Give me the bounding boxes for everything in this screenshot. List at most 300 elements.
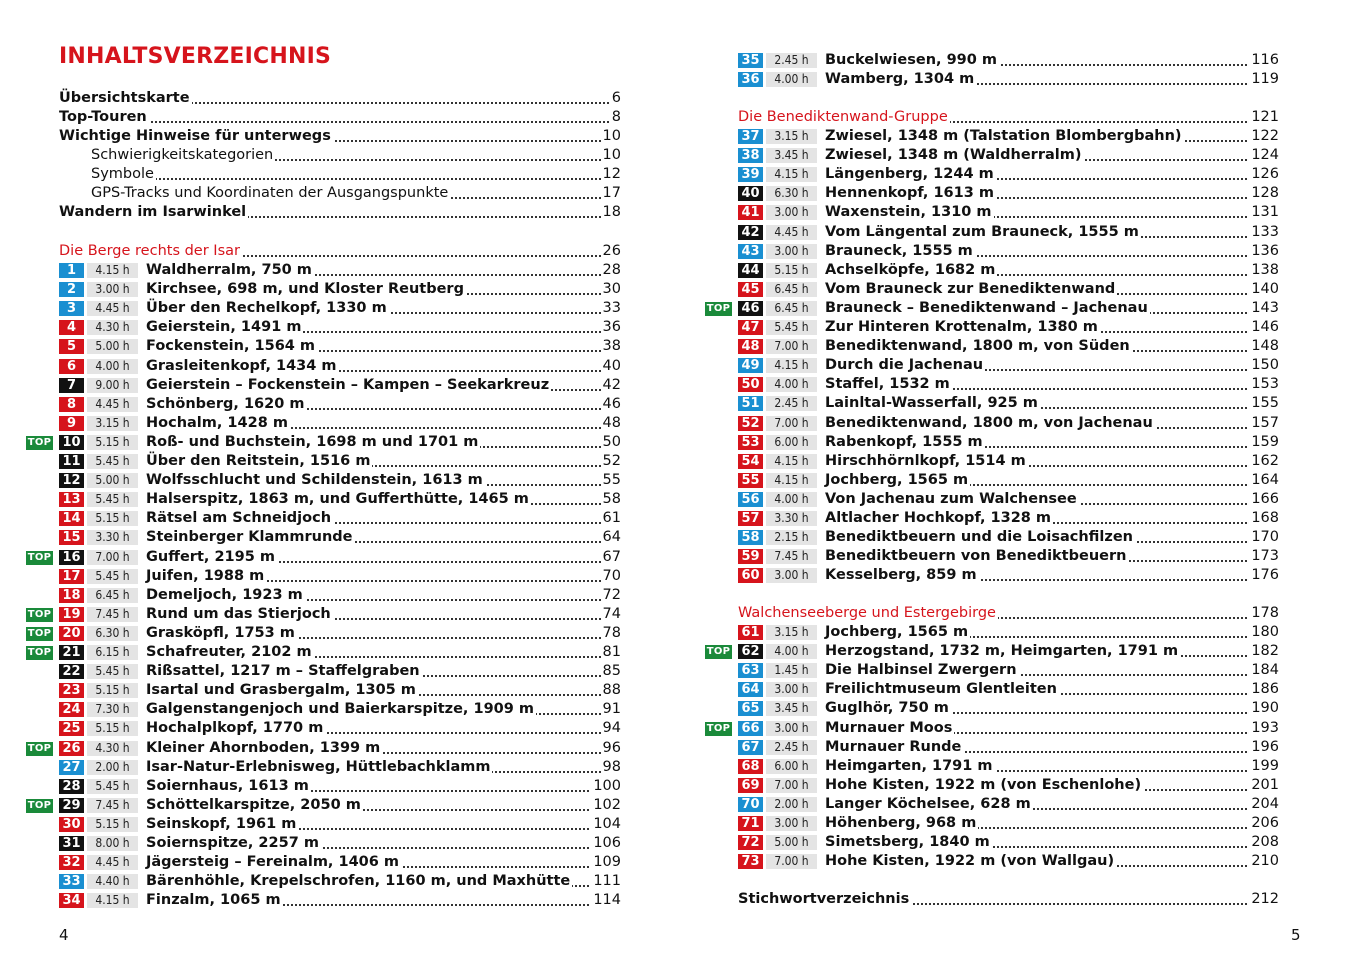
tour-line (825, 642, 1279, 661)
tour-name: Schafreuter, 2102 m (146, 644, 312, 660)
tour-entry[interactable] (738, 165, 1279, 184)
entry-label: Wandern im Isarwinkel (59, 204, 247, 220)
tour-entry[interactable] (738, 528, 1279, 547)
tour-page-number: 96 (602, 739, 621, 756)
tour-page-number: 170 (1251, 529, 1279, 546)
tour-name: Grasköpfl, 1753 m (146, 624, 295, 641)
tour-name: Wolfsschlucht und Schildenstein, 1613 m (146, 472, 483, 489)
tour-entry[interactable] (59, 662, 621, 681)
tour-entry[interactable] (59, 395, 621, 414)
tour-name: Fockenstein, 1564 m (146, 338, 316, 355)
tour-name: Grasleitenkopf, 1434 m (146, 357, 337, 374)
tour-name: Höhenberg, 968 m (825, 815, 977, 831)
tour-name: Buckelwiesen, 990 m (825, 52, 997, 68)
entry-page-number: 18 (602, 204, 621, 220)
tour-entry[interactable] (738, 318, 1279, 337)
tour-entry[interactable] (59, 853, 621, 872)
tour-line (146, 318, 621, 337)
tour-page-number: 81 (602, 644, 621, 660)
tour-line (146, 567, 621, 586)
tour-name: Soiernhaus, 1613 m (146, 777, 309, 794)
tour-page-number: 190 (1251, 700, 1279, 717)
tour-name: Jochberg, 1565 m (825, 624, 969, 640)
tour-name: Hennenkopf, 1613 m (825, 185, 994, 202)
tour-entry[interactable] (738, 490, 1279, 509)
tour-number-badge: 4 (59, 320, 84, 335)
tour-name: Hirschhörnlkopf, 1514 m (825, 452, 1026, 469)
tour-duration: 2.00 h (766, 797, 817, 812)
tour-name: Hochalplkopf, 1770 m (146, 720, 324, 737)
tour-duration: 4.15 h (87, 263, 138, 278)
tour-entry[interactable] (27, 796, 621, 815)
tour-entry[interactable] (738, 51, 1279, 70)
tour-entry[interactable] (738, 242, 1279, 261)
tour-line (146, 777, 621, 796)
top-tour-badge: TOP (706, 722, 731, 734)
tour-number-badge: 68 (738, 759, 763, 774)
tour-entry[interactable] (59, 318, 621, 337)
tour-duration: 2.15 h (766, 530, 817, 545)
tour-entry[interactable] (59, 777, 621, 796)
tour-page-number: 199 (1251, 757, 1279, 774)
tour-line (825, 471, 1279, 490)
tour-entry[interactable] (59, 834, 621, 853)
tour-page-number: 124 (1251, 147, 1279, 164)
tour-line (146, 719, 621, 738)
tour-duration: 5.00 h (766, 835, 817, 850)
tour-name: Lainltal-Wasserfall, 925 m (825, 395, 1038, 412)
tour-line (825, 680, 1279, 699)
section-entry[interactable] (59, 242, 621, 261)
tour-page-number: 38 (602, 338, 621, 355)
section-entry[interactable] (738, 604, 1279, 623)
tour-entry[interactable] (738, 623, 1279, 642)
tour-entry[interactable] (59, 509, 621, 528)
tour-number-badge: 32 (59, 855, 84, 870)
tour-duration: 3.00 h (87, 282, 138, 297)
entry-label: Schwierigkeitskategorien (91, 147, 274, 163)
top-tour-badge: TOP (27, 799, 52, 811)
tour-number-badge: 9 (59, 416, 84, 431)
tour-number-badge: 2 (59, 282, 84, 297)
tour-name: Langer Köchelsee, 628 m (825, 795, 1031, 812)
tour-entry[interactable] (59, 872, 621, 891)
tour-number-badge: 7 (59, 378, 84, 393)
tour-name: Schönberg, 1620 m (146, 395, 305, 412)
tour-name: Finzalm, 1065 m (146, 892, 281, 909)
tour-line (146, 452, 621, 471)
tour-number-badge: 38 (738, 148, 763, 163)
tour-entry[interactable] (738, 680, 1279, 699)
entry-label: GPS-Tracks und Koordinaten der Ausgangspunkte (91, 185, 449, 201)
tour-name: Zwiesel, 1348 m (Talstation Blombergbahn) (825, 128, 1182, 144)
tour-entry[interactable] (59, 758, 621, 777)
tour-duration: 4.30 h (87, 741, 138, 756)
tour-entry[interactable] (27, 739, 621, 758)
tour-entry[interactable] (738, 433, 1279, 452)
top-tour-badge: TOP (27, 627, 52, 639)
tour-number-badge: 39 (738, 167, 763, 182)
entry-label: Übersichtskarte (59, 90, 190, 106)
tour-line (825, 280, 1279, 299)
entry-label: Top-Touren (59, 109, 147, 125)
tour-number-badge: 28 (59, 779, 84, 794)
tour-page-number: 128 (1251, 185, 1279, 202)
entry-page-number: 26 (602, 243, 621, 259)
tour-name: Längenberg, 1244 m (825, 166, 994, 183)
toc-entry[interactable] (59, 108, 621, 127)
tour-line (146, 433, 621, 452)
tour-entry[interactable] (738, 852, 1279, 871)
tour-number-badge: 72 (738, 835, 763, 850)
tour-duration: 5.45 h (87, 569, 138, 584)
tour-entry[interactable] (706, 299, 1279, 318)
entry-page-number: 10 (602, 128, 621, 144)
tour-entry[interactable] (738, 833, 1279, 852)
tour-duration: 4.00 h (766, 492, 817, 507)
tour-number-badge: 27 (59, 760, 84, 775)
tour-page-number: 30 (602, 281, 621, 298)
tour-line (146, 643, 621, 662)
tour-name: Kleiner Ahornboden, 1399 m (146, 739, 381, 756)
tour-page-number: 119 (1251, 71, 1279, 88)
tour-duration: 4.45 h (87, 397, 138, 412)
tour-entry[interactable] (738, 261, 1279, 280)
tour-page-number: 88 (602, 682, 621, 699)
tour-name: Kesselberg, 859 m (825, 567, 977, 584)
tour-name: Vom Brauneck zur Benediktenwand (825, 280, 1116, 297)
tour-entry[interactable] (738, 146, 1279, 165)
tour-entry[interactable] (27, 624, 621, 643)
toc-entry[interactable] (91, 184, 621, 203)
tour-entry[interactable] (738, 776, 1279, 795)
tour-entry[interactable] (738, 414, 1279, 433)
tour-entry[interactable] (59, 490, 621, 509)
tour-name: Jochberg, 1565 m (825, 471, 969, 488)
tour-duration: 4.00 h (766, 72, 817, 87)
tour-duration: 5.15 h (87, 721, 138, 736)
tour-entry[interactable] (706, 642, 1279, 661)
tour-number-badge: 17 (59, 569, 84, 584)
tour-entry[interactable] (27, 433, 621, 452)
tour-line (146, 548, 621, 567)
tour-duration: 3.15 h (87, 416, 138, 431)
tour-page-number: 64 (602, 529, 621, 546)
tour-duration: 6.30 h (766, 186, 817, 201)
tour-number-badge: 54 (738, 454, 763, 469)
tour-duration: 5.45 h (87, 664, 138, 679)
tour-page-number: 166 (1251, 490, 1279, 507)
tour-name: Guglhör, 750 m (825, 700, 949, 717)
tour-page-number: 61 (602, 510, 621, 527)
tour-name: Hohe Kisten, 1922 m (von Wallgau) (825, 853, 1115, 870)
tour-name: Brauneck – Benediktenwand – Jachenau (825, 299, 1148, 316)
tour-number-badge: 58 (738, 530, 763, 545)
tour-entry[interactable] (738, 375, 1279, 394)
toc-entry[interactable] (59, 127, 621, 146)
tour-number-badge: 37 (738, 129, 763, 144)
tour-duration: 6.45 h (87, 588, 138, 603)
tour-entry[interactable] (738, 509, 1279, 528)
tour-number-badge: 45 (738, 282, 763, 297)
tour-line (825, 566, 1279, 585)
tour-name: Vom Längental zum Brauneck, 1555 m (825, 223, 1139, 240)
tour-entry[interactable] (27, 548, 621, 567)
tour-name: Staffel, 1532 m (825, 376, 950, 393)
tour-entry[interactable] (738, 203, 1279, 222)
tour-number-badge: 30 (59, 817, 84, 832)
top-tour-badge: TOP (27, 436, 52, 448)
tour-duration: 3.30 h (87, 530, 138, 545)
entry-label: Die Berge rechts der Isar (59, 243, 240, 259)
tour-number-badge: 34 (59, 893, 84, 908)
tour-line (146, 681, 621, 700)
tour-number-badge: 6 (59, 359, 84, 374)
right-page (680, 0, 1359, 969)
tour-page-number: 159 (1251, 433, 1279, 450)
tour-entry[interactable] (738, 452, 1279, 471)
tour-entry[interactable] (59, 261, 621, 280)
tour-duration: 7.45 h (87, 798, 138, 813)
tour-duration: 4.45 h (87, 301, 138, 316)
tour-number-badge: 71 (738, 816, 763, 831)
tour-number-badge: 48 (738, 339, 763, 354)
tour-name: Brauneck, 1555 m (825, 242, 973, 259)
tour-name: Geierstein, 1491 m (146, 319, 302, 336)
tour-number-badge: 67 (738, 740, 763, 755)
tour-page-number: 168 (1251, 510, 1279, 526)
tour-entry[interactable] (27, 643, 621, 662)
tour-entry[interactable] (738, 337, 1279, 356)
tour-duration: 7.00 h (766, 778, 817, 793)
tour-entry[interactable] (738, 127, 1279, 146)
tour-line (146, 605, 621, 624)
tour-page-number: 55 (602, 472, 621, 489)
tour-page-number: 104 (593, 815, 621, 832)
tour-number-badge: 63 (738, 663, 763, 678)
tour-line (146, 490, 621, 509)
tour-page-number: 52 (602, 453, 621, 469)
tour-entry[interactable] (738, 738, 1279, 757)
tour-line (146, 834, 621, 853)
tour-entry[interactable] (738, 223, 1279, 242)
tour-name: Benediktenwand, 1800 m, von Jachenau (825, 414, 1153, 431)
tour-number-badge: 22 (59, 664, 84, 679)
tour-name: Halserspitz, 1863 m, und Gufferthütte, 1465 m (146, 491, 529, 508)
tour-entry[interactable] (738, 70, 1279, 89)
index-entry-row[interactable] (738, 890, 1279, 909)
tour-name: Seinskopf, 1961 m (146, 815, 297, 832)
tour-line (825, 814, 1279, 833)
tour-duration: 6.00 h (766, 759, 817, 774)
tour-page-number: 136 (1251, 242, 1279, 259)
tour-page-number: 78 (602, 624, 621, 641)
tour-duration: 5.15 h (766, 263, 817, 278)
tour-number-badge: 21 (59, 645, 84, 660)
tour-name: Durch die Jachenau (825, 357, 984, 374)
tour-duration: 5.45 h (87, 454, 138, 469)
tour-entry[interactable] (738, 280, 1279, 299)
tour-line (146, 376, 621, 395)
tour-line (825, 146, 1279, 165)
tour-line (146, 872, 621, 891)
tour-line (825, 337, 1279, 356)
tour-duration: 6.45 h (766, 282, 817, 297)
tour-entry[interactable] (59, 700, 621, 719)
tour-line (146, 624, 621, 643)
tour-entry[interactable] (59, 452, 621, 471)
tour-name: Kirchsee, 698 m, und Kloster Reutberg (146, 281, 464, 298)
tour-page-number: 173 (1251, 548, 1279, 565)
section-entry[interactable] (738, 108, 1279, 127)
tour-entry[interactable] (59, 471, 621, 490)
tour-entry[interactable] (738, 356, 1279, 375)
tour-duration: 4.15 h (766, 167, 817, 182)
tour-entry[interactable] (738, 795, 1279, 814)
tour-number-badge: 53 (738, 435, 763, 450)
tour-entry[interactable] (59, 337, 621, 356)
tour-number-badge: 35 (738, 53, 763, 68)
tour-entry[interactable] (59, 299, 621, 318)
tour-line (146, 758, 621, 777)
tour-entry[interactable] (59, 815, 621, 834)
tour-number-badge: 25 (59, 721, 84, 736)
tour-duration: 7.45 h (87, 607, 138, 622)
tour-duration: 4.40 h (87, 874, 138, 889)
tour-name: Murnauer Moos (825, 719, 953, 736)
entry-page-number: 17 (602, 185, 621, 201)
tour-line (825, 318, 1279, 337)
tour-line (825, 433, 1279, 452)
tour-duration: 4.15 h (766, 454, 817, 469)
tour-duration: 5.15 h (87, 817, 138, 832)
tour-entry[interactable] (59, 414, 621, 433)
tour-duration: 7.00 h (87, 550, 138, 565)
tour-number-badge: 64 (738, 682, 763, 697)
tour-duration: 3.45 h (766, 701, 817, 716)
tour-page-number: 122 (1251, 128, 1279, 144)
tour-name: Rabenkopf, 1555 m (825, 433, 983, 450)
tour-line (825, 203, 1279, 222)
tour-page-number: 40 (602, 357, 621, 374)
tour-number-badge: 65 (738, 701, 763, 716)
tour-line (825, 490, 1279, 509)
tour-line (825, 776, 1279, 795)
tour-page-number: 208 (1251, 834, 1279, 851)
tour-entry[interactable] (738, 661, 1279, 680)
tour-number-badge: 40 (738, 186, 763, 201)
tour-duration: 4.15 h (766, 473, 817, 488)
tour-entry[interactable] (738, 547, 1279, 566)
toc-entry[interactable] (59, 89, 621, 108)
tour-page-number: 100 (593, 777, 621, 794)
tour-duration: 4.45 h (87, 855, 138, 870)
tour-page-number: 155 (1251, 395, 1279, 412)
tour-duration: 3.00 h (766, 721, 817, 736)
tour-entry[interactable] (738, 471, 1279, 490)
tour-entry[interactable] (59, 719, 621, 738)
tour-number-badge: 29 (59, 798, 84, 813)
tour-page-number: 74 (602, 605, 621, 622)
tour-line (146, 395, 621, 414)
tour-line (146, 586, 621, 605)
tour-line (825, 833, 1279, 852)
tour-entry[interactable] (738, 699, 1279, 718)
tour-number-badge: 69 (738, 778, 763, 793)
tour-line (825, 261, 1279, 280)
tour-line (825, 661, 1279, 680)
tour-page-number: 204 (1251, 795, 1279, 812)
tour-entry[interactable] (59, 891, 621, 910)
tour-line (825, 699, 1279, 718)
entry-page-number: 8 (611, 109, 621, 125)
tour-entry[interactable] (59, 681, 621, 700)
tour-name: Geierstein – Fockenstein – Kampen – Seekarkreuz (146, 376, 550, 393)
tour-number-badge: 20 (59, 626, 84, 641)
entry-page-number: 10 (602, 147, 621, 163)
tour-entry[interactable] (59, 528, 621, 547)
tour-page-number: 180 (1251, 624, 1279, 640)
tour-number-badge: 3 (59, 301, 84, 316)
entry-label: Die Benediktenwand-Gruppe (738, 109, 948, 125)
tour-entry[interactable] (706, 719, 1279, 738)
toc-entry[interactable] (91, 165, 621, 184)
entry-label: Wichtige Hinweise für unterwegs (59, 128, 331, 144)
tour-number-badge: 1 (59, 263, 84, 278)
toc-entry[interactable] (59, 203, 621, 222)
tour-number-badge: 11 (59, 454, 84, 469)
tour-name: Steinberger Klammrunde (146, 529, 353, 546)
page-number-left: 4 (59, 926, 69, 944)
tour-number-badge: 49 (738, 358, 763, 373)
toc-entry[interactable] (91, 146, 621, 165)
tour-entry[interactable] (738, 566, 1279, 585)
tour-page-number: 210 (1251, 853, 1279, 870)
tour-name: Rund um das Stierjoch (146, 605, 331, 622)
tour-entry[interactable] (59, 280, 621, 299)
tour-line (825, 375, 1279, 394)
tour-entry[interactable] (59, 376, 621, 395)
tour-entry[interactable] (738, 394, 1279, 413)
tour-duration: 5.45 h (87, 492, 138, 507)
tour-page-number: 150 (1251, 357, 1279, 374)
tour-page-number: 153 (1251, 376, 1279, 393)
tour-entry[interactable] (59, 567, 621, 586)
tour-duration: 4.00 h (766, 644, 817, 659)
tour-page-number: 67 (602, 548, 621, 565)
tour-line (825, 356, 1279, 375)
tour-line (146, 509, 621, 528)
tour-entry[interactable] (59, 586, 621, 605)
tour-number-badge: 24 (59, 702, 84, 717)
tour-line (825, 452, 1279, 471)
tour-page-number: 28 (602, 262, 621, 278)
tour-page-number: 131 (1251, 204, 1279, 221)
tour-entry[interactable] (738, 757, 1279, 776)
tour-entry[interactable] (738, 814, 1279, 833)
tour-line (825, 51, 1279, 70)
tour-page-number: 48 (602, 414, 621, 431)
tour-page-number: 33 (602, 300, 621, 317)
tour-duration: 4.45 h (766, 225, 817, 240)
tour-name: Guffert, 2195 m (146, 548, 275, 565)
tour-line (825, 299, 1279, 318)
tour-entry[interactable] (59, 357, 621, 376)
tour-name: Schöttelkarspitze, 2050 m (146, 796, 361, 813)
tour-entry[interactable] (27, 605, 621, 624)
tour-entry[interactable] (738, 184, 1279, 203)
tour-page-number: 148 (1251, 338, 1279, 355)
